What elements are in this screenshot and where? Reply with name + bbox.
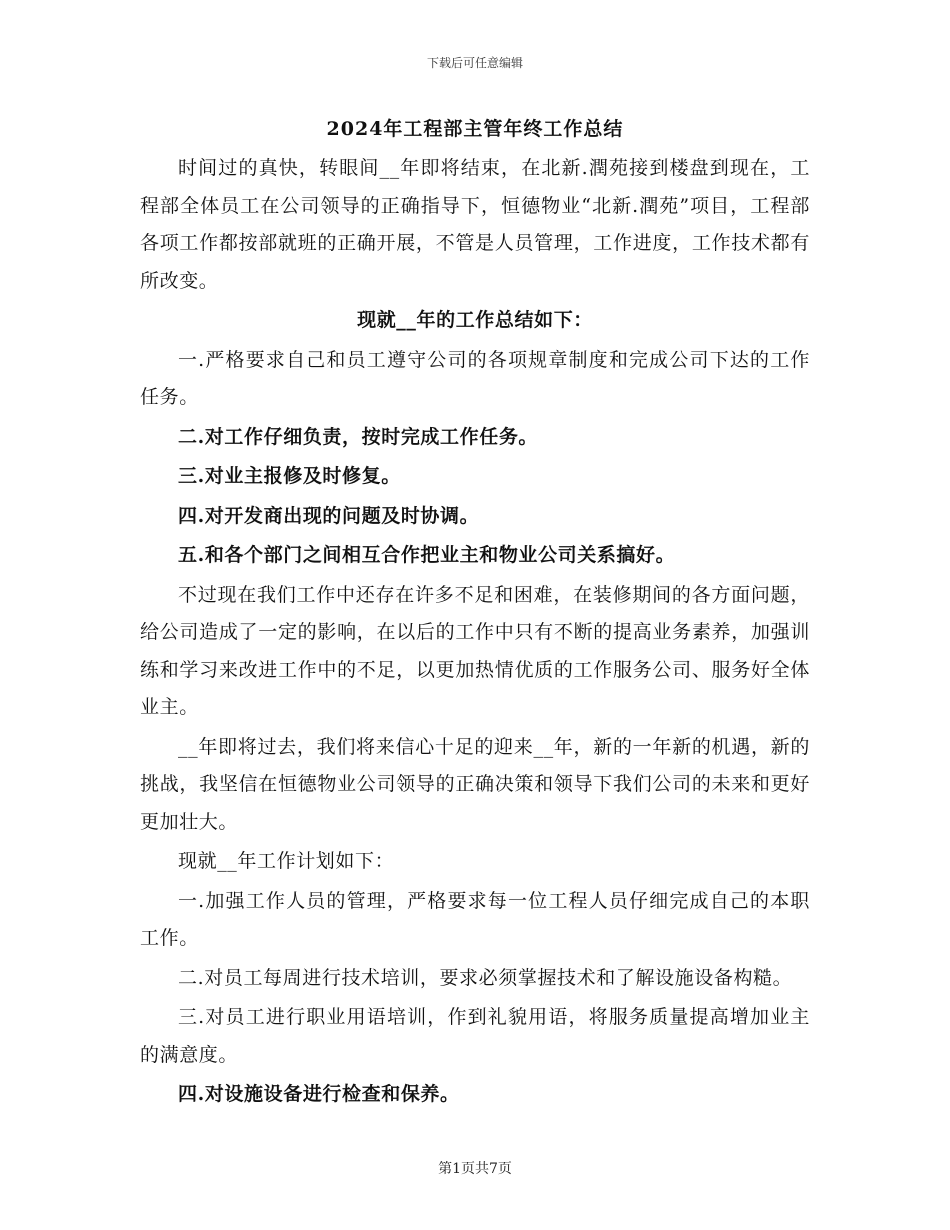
summary-item-5: 五.和各个部门之间相互合作把业主和物业公司关系搞好。 (178, 544, 676, 566)
summary-item-2: 二.对工作仔细负责，按时完成工作任务。 (178, 425, 539, 448)
summary-item-1: 一.严格要求自己和员工遵守公司的各项规章制度和完成公司下达的工作任务。 (140, 348, 810, 408)
outlook-paragraph: __年即将过去，我们将来信心十足的迎来__年，新的一年新的机遇，新的挑战，我坚信在恒德物业公司领导的正确决策和领导下我们公司的未来和更好更加壮大。 (140, 735, 810, 833)
plan-item-1: 一.加强工作人员的管理，严格要求每一位工程人员仔细完成自己的本职工作。 (140, 889, 810, 949)
plan-heading: 现就__年工作计划如下： (178, 850, 395, 872)
page-header-note: 下载后可任意编辑 (426, 56, 523, 70)
summary-item-4: 四.对开发商出现的问题及时协调。 (178, 504, 480, 527)
plan-item-2: 二.对员工每周进行技术培训，要求必须掌握技术和了解设施设备构糙。 (178, 966, 793, 989)
plan-item-3: 三.对员工进行职业用语培训，作到礼貌用语，将服务质量提高增加业主的满意度。 (140, 1006, 810, 1066)
document-body (140, 150, 810, 1116)
shortcomings-paragraph: 不过现在我们工作中还存在许多不足和困难，在装修期间的各方面问题，给公司造成了一定的影响，在以后的工作中只有不断的提高业务素养，加强训练和学习来改进工作中的不足，以更加热情优质的工作服务公司、服务好全体业主。 (140, 583, 810, 718)
intro-paragraph: 时间过的真快，转眼间__年即将结束，在北新.潤苑接到楼盘到现在，工程部全体员工在公司领导的正确指导下，恒德物业“北新.潤苑”项目，工程部各项工作都按部就班的正确开展，不管是人员管理，工作进度，工作技术都有所改变。 (140, 157, 810, 292)
plan-item-4: 四.对设施设备进行检查和保养。 (178, 1083, 460, 1105)
summary-item-3: 三.对业主报修及时修复。 (178, 465, 401, 487)
summary-heading: 现就__年的工作总结如下： (357, 309, 593, 331)
page-number: 第1页共7页 (438, 1161, 512, 1177)
document-title: 2024年工程部主管年终工作总结 (326, 118, 624, 140)
